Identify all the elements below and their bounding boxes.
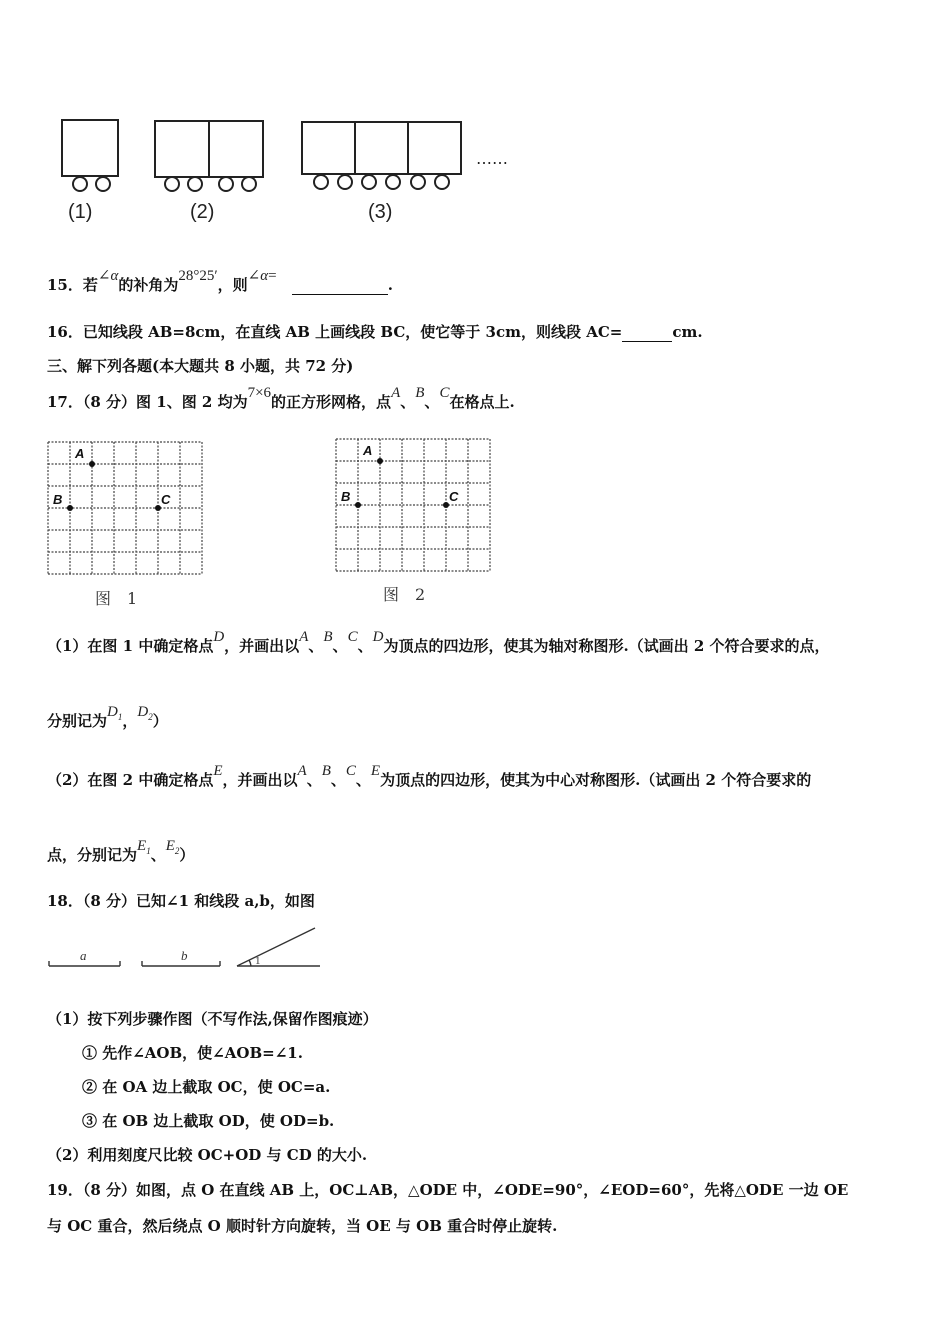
question-19-line-1: 19．（8 分）如图，点 O 在直线 AB 上，OC⊥AB，△ODE 中，∠ODE=90°，∠EOD=60°，先将△ODE 一边 OE bbox=[47, 1181, 849, 1199]
grid-point-a bbox=[89, 461, 95, 467]
question-15: 15．若∠α的补角为28°25′，则∠α= . bbox=[47, 268, 394, 294]
question-19-line-2: 与 OC 重合，然后绕点 O 顺时针方向旋转，当 OE 与 OB 重合时停止旋转. bbox=[47, 1217, 558, 1235]
question-17-part-1-cont: 分别记为$D_1$，$D_2$） bbox=[47, 704, 168, 730]
segments-and-angle-figure bbox=[45, 922, 345, 972]
answer-blank[interactable] bbox=[622, 327, 672, 342]
wheel bbox=[242, 177, 256, 191]
train-car bbox=[355, 122, 408, 174]
grid-figure-2 bbox=[333, 435, 503, 575]
figure-2-caption: 图 2 bbox=[383, 585, 426, 604]
question-18-part-1: （1）按下列步骤作图（不写作法,保留作图痕迹） bbox=[47, 1010, 378, 1028]
figure-label-1: (1) bbox=[68, 201, 93, 223]
wheel bbox=[73, 177, 87, 191]
label-c: C bbox=[449, 489, 459, 504]
segment-b-label: b bbox=[181, 948, 188, 963]
label-b: B bbox=[53, 492, 63, 507]
answer-blank[interactable] bbox=[292, 280, 388, 295]
train-figure bbox=[0, 0, 950, 240]
grid-figure-1 bbox=[45, 438, 215, 578]
question-17-part-2: （2）在图 2 中确定格点E，并画出以A、B、C、E为顶点的四边形，使其为中心对称图形.（试画出 2 个符合要求的 bbox=[47, 763, 812, 789]
grid-point-a bbox=[377, 458, 383, 464]
figure-label-2: (2) bbox=[190, 201, 215, 223]
wheel bbox=[338, 175, 352, 189]
question-18-step-3: ③ 在 OB 边上截取 OD，使 OD=b. bbox=[82, 1112, 335, 1130]
train-car bbox=[62, 120, 118, 176]
train-car bbox=[408, 122, 461, 174]
wheel bbox=[411, 175, 425, 189]
question-17-part-1: （1）在图 1 中确定格点D，并画出以A、B、C、D为顶点的四边形，使其为轴对称图形.（试画出 2 个符合要求的点， bbox=[47, 629, 830, 655]
question-17: 17．（8 分）图 1、图 2 均为7×6的正方形网格，点A、B、C在格点上. bbox=[47, 385, 515, 411]
train-car bbox=[209, 121, 263, 177]
label-b: B bbox=[341, 489, 351, 504]
label-a: A bbox=[363, 443, 373, 458]
section-title: 三、解下列各题(本大题共 8 小题，共 72 分) bbox=[47, 357, 354, 375]
question-18-step-2: ② 在 OA 边上截取 OC，使 OC=a. bbox=[82, 1078, 331, 1096]
question-18-step-1: ① 先作∠AOB，使∠AOB=∠1. bbox=[82, 1044, 303, 1062]
train-car bbox=[155, 121, 209, 177]
wheel bbox=[362, 175, 376, 189]
wheel bbox=[314, 175, 328, 189]
label-a: A bbox=[75, 446, 85, 461]
angle-1-label: 1 bbox=[255, 955, 261, 967]
segment-a-label: a bbox=[80, 948, 87, 963]
wheel bbox=[165, 177, 179, 191]
question-18-part-2: （2）利用刻度尺比较 OC+OD 与 CD 的大小. bbox=[47, 1146, 368, 1164]
train-ellipsis: …… bbox=[476, 149, 508, 168]
question-16: 16．已知线段 AB=8cm，在直线 AB 上画线段 BC，使它等于 3cm，则线段 AC= cm. bbox=[47, 323, 703, 341]
grid-point-b bbox=[67, 505, 73, 511]
grid-point-b bbox=[355, 502, 361, 508]
label-c: C bbox=[161, 492, 171, 507]
wheel bbox=[435, 175, 449, 189]
wheel bbox=[188, 177, 202, 191]
figure-label-3: (3) bbox=[368, 201, 393, 223]
train-car bbox=[302, 122, 355, 174]
question-18: 18．（8 分）已知∠1 和线段 a,b，如图 bbox=[47, 892, 315, 910]
wheel bbox=[219, 177, 233, 191]
question-17-part-2-cont: 点，分别记为$E_1$、$E_2$） bbox=[47, 838, 195, 864]
wheel bbox=[96, 177, 110, 191]
figure-1-caption: 图 1 bbox=[95, 589, 138, 608]
wheel bbox=[386, 175, 400, 189]
